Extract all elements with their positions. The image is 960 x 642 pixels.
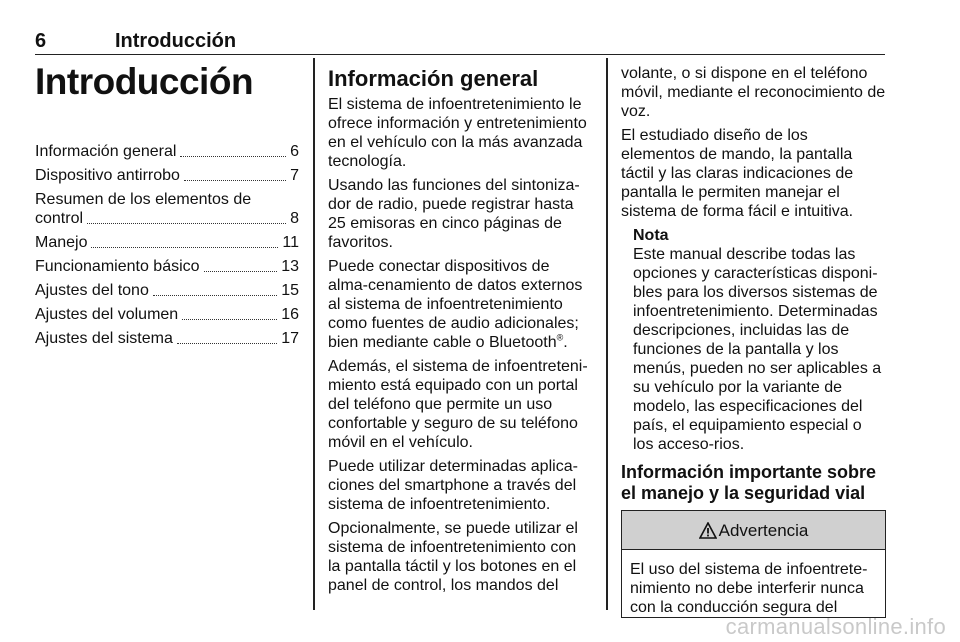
note-title: Nota — [633, 227, 669, 244]
column-divider — [606, 58, 608, 610]
section-title: Información general — [328, 66, 539, 91]
toc-leader — [91, 247, 278, 248]
toc-entry[interactable] — [35, 166, 299, 185]
content-column-2 — [328, 60, 590, 600]
toc-entry[interactable] — [35, 305, 299, 324]
paragraph: El estudiado diseño de los elementos de mando, la pantalla táctil y las claras indicaciones de pantalla le permiten manejar el sistema de forma fácil e intuitiva. — [621, 127, 854, 220]
paragraph — [328, 257, 590, 352]
warning-title: Advertencia — [718, 520, 809, 540]
toc-leader — [182, 319, 277, 320]
toc-page: 16 — [281, 306, 299, 323]
column-divider — [313, 58, 315, 610]
paragraph: Opcionalmente, se puede utilizar el sistema de infoentretenimiento con la pantalla táctil y los botones en el panel de control, los mandos del — [328, 520, 578, 594]
toc-entry[interactable] — [35, 257, 299, 276]
paragraph: El sistema de infoentretenimiento le ofrece información y entretenimiento en el vehículo con la más avanzada tecnología. — [328, 96, 587, 170]
paragraph: Puede utilizar determinadas aplica-ciones del smartphone a través del sistema de infoentretenimiento. — [328, 458, 578, 513]
toc-leader — [87, 223, 286, 224]
toc-page: 17 — [281, 330, 299, 347]
paragraph: Usando las funciones del sintoniza-dor de radio, puede registrar hasta 25 emisoras en cinco páginas de favoritos. — [328, 177, 580, 251]
paragraph-period: . — [563, 334, 568, 351]
toc-page: 15 — [281, 282, 299, 299]
toc-entry[interactable] — [35, 329, 299, 348]
warning-text: El uso del sistema de infoentrete-nimiento no debe interferir nunca con la conducción segura del — [630, 561, 868, 616]
paragraph-text: Puede conectar dispositivos de alma-cenamiento de datos externos al sistema de infoentretenimiento como fuentes de audio adicionales; bien mediante cable o Bluetooth — [328, 258, 583, 351]
warning-box — [621, 510, 886, 618]
paragraph: volante, o si dispone en el teléfono móvil, mediante el reconocimiento de voz. — [621, 65, 886, 120]
toc-leader — [184, 180, 286, 181]
toc-entry[interactable] — [35, 142, 299, 161]
content-column-3 — [621, 60, 886, 618]
toc-page: 11 — [282, 234, 299, 251]
toc-label: Ajustes del volumen — [35, 306, 179, 323]
toc-label: Dispositivo antirrobo — [35, 167, 180, 184]
watermark: carmanualsonline.info — [725, 614, 946, 639]
toc-label: Manejo — [35, 234, 88, 251]
toc-label: control — [35, 210, 84, 227]
toc-column — [35, 60, 299, 353]
toc-page: 6 — [290, 143, 299, 160]
toc-label: Ajustes del sistema — [35, 330, 173, 347]
toc-label: Ajustes del tono — [35, 282, 149, 299]
toc-page: 8 — [290, 210, 299, 227]
toc-entry[interactable] — [35, 233, 299, 252]
toc-label: Información general — [35, 143, 177, 160]
page-number: 6 — [35, 30, 47, 52]
note-block — [633, 226, 886, 454]
paragraph: Además, el sistema de infoentreteni-miento está equipado con un portal del teléfono que permite un uso confortable y seguro de su teléfono móvil en el vehículo. — [328, 358, 588, 451]
toc-leader — [204, 271, 278, 272]
header-title: Introducción — [115, 30, 237, 52]
toc-page: 13 — [281, 258, 299, 275]
toc-leader — [177, 343, 277, 344]
toc-page: 7 — [290, 167, 299, 184]
registered-mark: ® — [556, 332, 564, 343]
toc-entry[interactable] — [35, 190, 299, 228]
note-text: Este manual describe todas las opciones y características disponi-bles para los diversos sistemas de infoentretenimiento. Determinadas descripciones, incluidas las de funciones de la pantalla y los menús, pueden no ser aplicables a su vehículo por la variante de modelo, las especificaciones del país, el equipamiento especial o los acceso-rios. — [633, 246, 882, 453]
subsection-title: Información importante sobre el manejo y la seguridad vial — [621, 462, 877, 503]
chapter-title: Introducción — [35, 61, 254, 102]
warning-icon — [699, 522, 717, 539]
toc-label-line1: Resumen de los elementos de — [35, 191, 252, 208]
warning-header — [622, 511, 885, 550]
toc-leader — [180, 156, 286, 157]
toc-entry[interactable] — [35, 281, 299, 300]
toc-label: Funcionamiento básico — [35, 258, 200, 275]
toc-leader — [153, 295, 277, 296]
page-header — [35, 30, 885, 55]
